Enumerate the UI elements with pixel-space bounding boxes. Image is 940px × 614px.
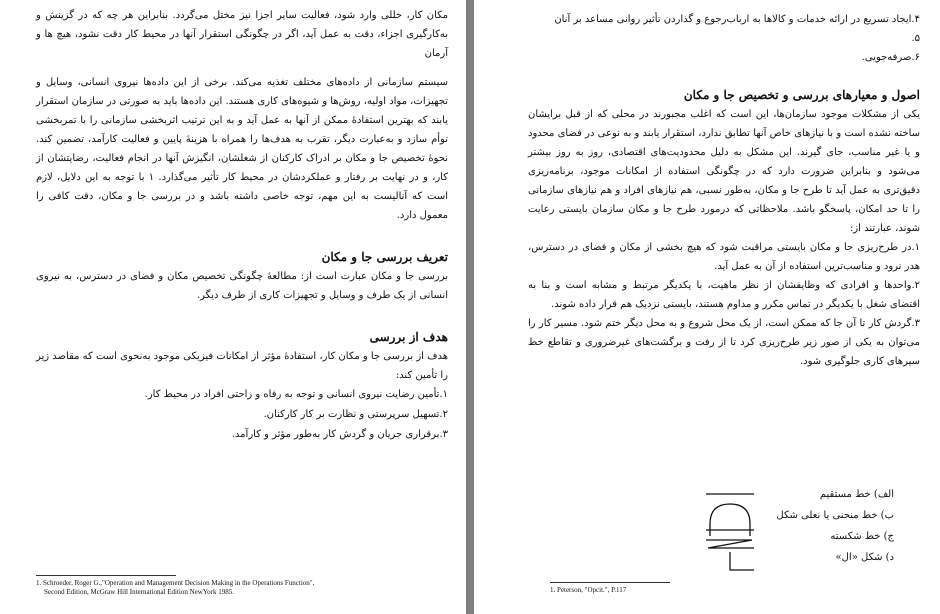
shape-l-label: د) شکل «ال» (835, 552, 894, 563)
zigzag-icon (706, 540, 754, 548)
footnote-line-1: 1. Schroeder, Roger G.,"Operation and Management Decision Making in the Operations Function", (36, 579, 315, 587)
left-page (0, 0, 466, 614)
shape-list (764, 484, 894, 568)
goal-item-3: ۳.برقراری جریان و گردش کار به‌طور مؤثر و کارآمد. (231, 429, 448, 440)
goal-item-1: ۱.تأمین رضایت نیروی انسانی و توجه به رفاه و راحتی افراد در محیط کار. (144, 389, 448, 400)
principles-paragraph: یکی از مشکلات موجود سازمان‌ها، این است که اغلب مجبورند در محلی که از قبل برایشان ساخته نشده است و با نیازهای خاص آنها تطابق ندارد، استقرار یابند و به نوعی در فضای محدود و یا غیر مناسب، جای گیرند. این مشکل به دلیل محدودیت‌های اقتصادی، روز به روز بیشتر می‌شود و بنابراین ضرورت دارد که در چگونگی استفاده از امکانات موجود، برنامه‌ریزی دقیق‌تری به عمل آید تا طرح جا و مکان، به‌طور نسبی، هم نیازهای افراد و هم نیازهای سازمانی را تا حد امکان، پاسخگو باشد. ملاحظاتی که درمورد طرح جا و مکان سازمان بایستی رعایت شوند، عبارتند از: (528, 109, 920, 234)
right-page (474, 0, 940, 614)
list-item-5: ۵. (911, 33, 920, 44)
principle-2: ۲.واحدها و افرادی که وظایفشان از نظر ماهیت، با یکدیگر مرتبط و مشابه است و بنا به اقتضای شغل با یکدیگر در تماس مکرر و مداوم هستند، بایستی نزدیک هم قرار داده شوند. (528, 280, 920, 310)
input-paragraph: سیستم سازمانی از داده‌های مختلف تغذیه می‌کند. برخی از این داده‌ها نیروی انسانی، وسایل و تجهیزات، مواد اولیه، روش‌ها و شیوه‌های کاری هستند. این داده‌ها باید به صورتی در سازمان استقرار یابند که بهترین استفادهٔ ممکن از آنها به عمل آید و به این ترتیب اثربخشی سازمانی را با تمربخشی توأم سازد و به‌عبارت دیگر، تقرب به هدف‌ها را همراه با هزینهٔ پایین و فعالیت کارآمد، تضمین کند. نحوهٔ تخصیص جا و مکان بر ادراک کارکنان از شغلشان، انگیزش آنها در انجام فعالیت، رضایتشان از کار، و در نهایت بر رفتار و عملکردشان در محیط کار تأثیر می‌گذارد. ۱ با توجه به این دلایل، لازم است که آنالیست به این مهم، توجه خاصی داشته باشد و در بررسی جا و مکان، دقت کافی را معمول دارد. (36, 77, 448, 221)
flow-shapes-icon (702, 490, 758, 574)
principle-3: ۳.گردش کار تا آن جا که ممکن است، از یک محل شروع و به محل دیگر ختم شود. مسیر کار را می‌توان به یکی از صور زیر طرح‌ریزی کرد تا از رفت و برگشت‌های غیرضروری و تقاطع خط سیرهای کاری جلوگیری شود. (528, 318, 920, 367)
list-item-6: ۶.صرفه‌جویی. (861, 52, 920, 63)
left-footnote (36, 579, 446, 597)
definition-heading: تعریف بررسی جا و مکان (321, 250, 448, 264)
l-shape-icon (730, 552, 754, 570)
list-item-4: ۴.ایجاد تسریع در ارائه خدمات و کالاها به ارباب‌رجوع و گذاردن تأثیر روانی مساعد بر آنان (554, 14, 920, 25)
principles-heading: اصول و معیارهای بررسی و تخصیص جا و مکان (683, 88, 920, 102)
footnote-rule (36, 575, 176, 576)
shape-broken-label: ج) خط شکسته (830, 531, 894, 542)
goal-intro: هدف از بررسی جا و مکان کار، استفادهٔ مؤثر از امکانات فیزیکی موجود به‌نحوی است که مقاصد زیر را تأمین کند: (35, 351, 448, 381)
u-shape-icon (710, 504, 750, 536)
left-body (36, 6, 448, 445)
goal-heading: هدف از بررسی (369, 330, 448, 344)
goal-item-2: ۲.تسهیل سرپرستی و نظارت بر کار کارکنان. (263, 409, 448, 420)
shape-curve-label: ب) خط منحنی یا نعلی شکل (776, 510, 894, 521)
definition-paragraph: بررسی جا و مکان عبارت است از: مطالعهٔ چگونگی تخصیص مکان و فضای در دسترس، به نیروی انسانی از یک طرف و وسایل و تجهیزات کاری از طرف دیگر. (36, 271, 448, 301)
shape-straight-label: الف) خط مستقیم (819, 489, 894, 500)
intro-paragraph: مکان کار، خللی وارد شود، فعالیت سایر اجزا نیز مختل می‌گردد. بنابراین هر چه که در گزینش و به‌کارگیری اجزاء، دقت به عمل آید، اگر در چگونگی استقرار آنها در محیط کار دقت نشود، هیچ ها و آرمان (36, 10, 448, 59)
principle-1: ۱.در طرح‌ریزی جا و مکان بایستی مراقبت شود که هیچ بخشی از مکان و فضای در دسترس، هدر نرود و مناسب‌ترین استفاده از آن به عمل آید. (528, 242, 920, 272)
footnote-rule (550, 582, 670, 583)
footnote-line-2: Second Edition, McGraw Hill International Edition NewYork 1985. (44, 588, 235, 596)
right-footnote: 1. Peterson, "Opcit.", P.117 (550, 586, 627, 594)
right-body (528, 10, 920, 371)
